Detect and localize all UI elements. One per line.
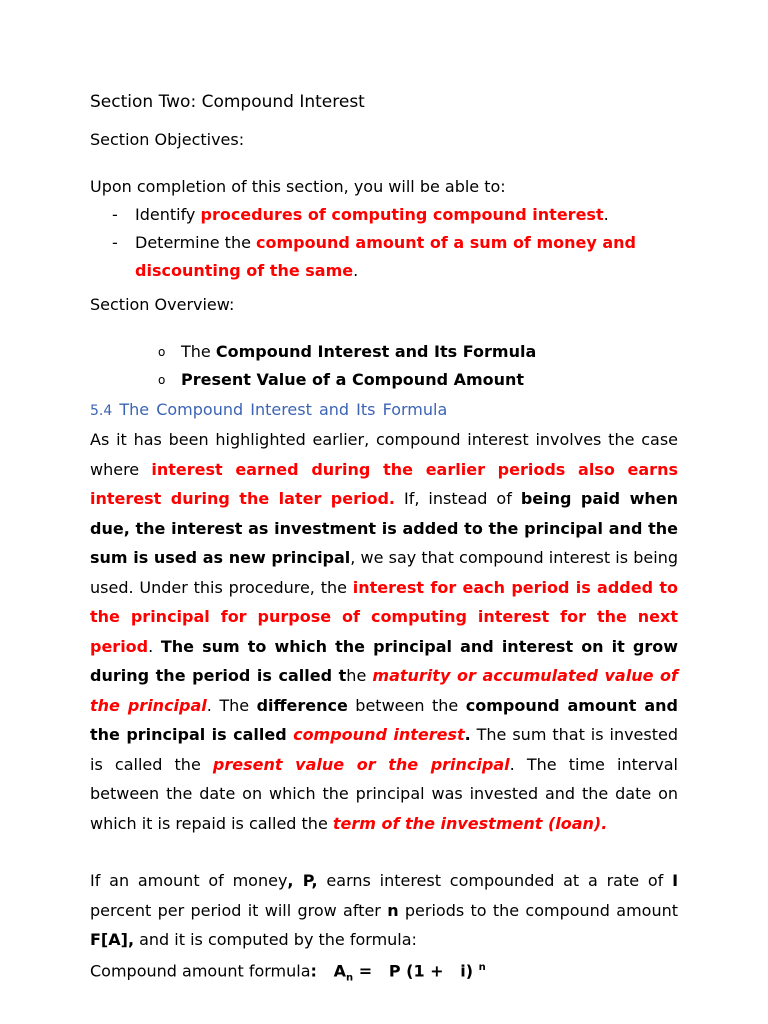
subsection-number: 5.4 [90, 403, 113, 419]
overview-heading: Section Overview: [90, 295, 235, 314]
para-bold: difference [256, 695, 348, 715]
dash-bullet: - [112, 205, 118, 224]
paragraph-formula-intro [90, 866, 678, 955]
para-bold: F[A], [90, 930, 135, 949]
objective-punct: . [603, 205, 609, 224]
para-text: periods to the compound amount [398, 900, 678, 920]
formula-label: Compound amount formula [90, 961, 311, 981]
overview-text: The [181, 342, 216, 361]
formula-colon: : [310, 961, 317, 981]
objective-text: Identify [135, 205, 201, 224]
para-red-bold-italic: compound interest [293, 725, 465, 744]
formula-exponent: n [478, 962, 486, 973]
para-text: , we say that compound interest is being used. Under this procedure, the [90, 548, 678, 597]
circle-bullet-icon: o [158, 373, 166, 387]
para-bold: n [387, 900, 399, 920]
subsection-heading [90, 400, 447, 421]
para-text: As it has been highlighted earlier, compound interest involves the case where [90, 430, 678, 479]
para-text: If an amount of money [90, 871, 288, 890]
para-text: between the [347, 695, 466, 715]
para-text: percent per period it will grow after [90, 900, 388, 920]
formula-subscript: n [346, 972, 354, 984]
para-text: If, instead of [395, 489, 521, 508]
para-text: and it is computed by the formula: [134, 930, 417, 949]
para-text: . The time interval between the date on which the principal was invested and the date on which it is repaid is called the [90, 754, 678, 833]
para-red-bold-italic: present value or the principal [212, 754, 510, 774]
objective-punct: . [353, 261, 359, 280]
para-text: he [346, 666, 373, 685]
objective-text: Determine the [135, 233, 257, 252]
dash-bullet: - [112, 233, 118, 252]
para-bold: being paid when due, the interest as investment is added to the principal and the sum is used as new principal [90, 489, 679, 567]
formula-line [90, 958, 486, 989]
para-text: earns interest compounded at a rate of [317, 871, 673, 890]
objective-highlight: procedures of computing compound interest [200, 205, 604, 224]
para-red-bold: interest earned during the earlier periods also earns interest during the later period. [90, 459, 678, 508]
subsection-title: The Compound Interest and Its Formula [119, 400, 448, 419]
para-bold: The sum to which the principal and interest on it grow during the period is called t [90, 636, 679, 685]
para-bold: I [672, 871, 679, 890]
overview-bold: Present Value of a Compound Amount [181, 370, 525, 389]
paragraph-compound-interest [90, 425, 678, 838]
formula-rhs: = P (1 + i) [353, 961, 479, 981]
section-title: Section Two: Compound Interest [90, 92, 365, 112]
formula-lhs: A [333, 961, 347, 981]
overview-bold: Compound Interest and Its Formula [215, 342, 537, 361]
para-red-bold-italic: term of the investment (loan). [332, 813, 608, 833]
para-red-bold: interest for each period is added to the principal for purpose of computing interest for the next period [90, 577, 679, 656]
para-bold: , P, [287, 871, 318, 890]
para-text: . The [206, 695, 257, 715]
para-bold: . [464, 725, 471, 744]
objective-highlight: discounting of the same [135, 261, 354, 280]
para-text: . [148, 636, 161, 656]
objective-highlight: compound amount of a sum of money and [256, 233, 637, 252]
circle-bullet-icon: o [158, 345, 166, 359]
para-red-bold-italic: maturity or accumulated value of the principal [90, 666, 679, 715]
intro-text: Upon completion of this section, you will be able to: [90, 177, 506, 196]
objectives-heading: Section Objectives: [90, 130, 245, 149]
para-bold: compound amount and the principal is called [90, 695, 679, 744]
objective-item-2-cont [135, 261, 358, 281]
para-text: The sum that is invested is called the [90, 725, 679, 774]
